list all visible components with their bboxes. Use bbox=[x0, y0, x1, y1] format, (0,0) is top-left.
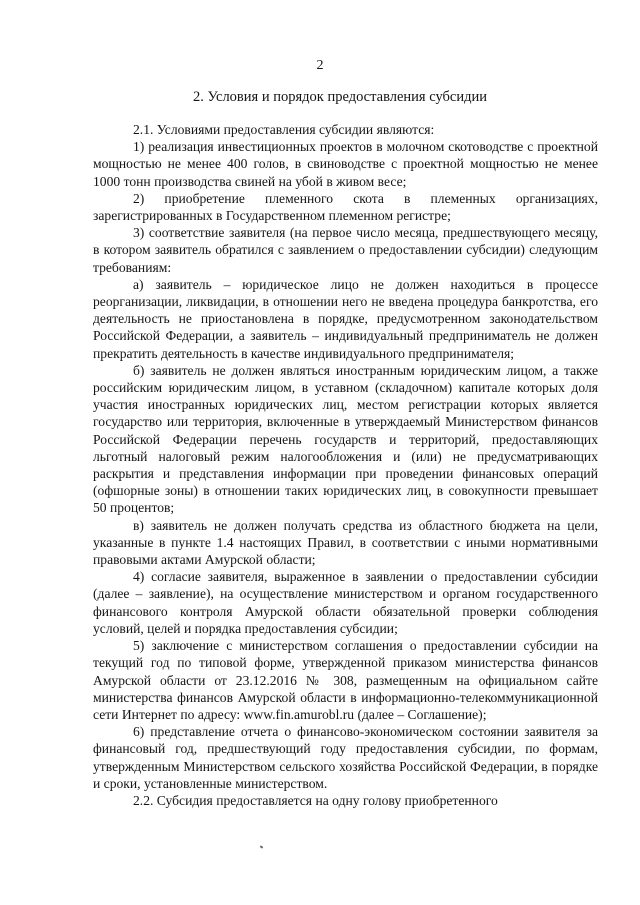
paragraph-item-1: 1) реализация инвестиционных проектов в молочном скотоводстве с проектной мощностью не менее 400 голов, в свиноводстве с проектной мощностью не менее 1000 тонн производства свиней на убой в живом весе; bbox=[93, 139, 598, 189]
paragraph-2-1: 2.1. Условиями предоставления субсидии являются: bbox=[133, 122, 435, 137]
paragraph-item-5: 5) заключение с министерством соглашения о предоставлении субсидии на текущий год по типовой форме, утвержденной приказом министерства финансов Амурской области от 23.12.2016 № 308, размещенным на официальном сайте министерства финансов Амурской области в информационно-телекоммуникационной сети Интернет по адресу: www.fin.amurobl.ru (далее – Соглашение); bbox=[93, 638, 598, 722]
paragraph-item-3: 3) соответствие заявителя (на первое число месяца, предшествующего месяцу, в котором заявитель обратился с заявлением о предоставлении субсидии) следующим требованиям: bbox=[93, 225, 598, 275]
paragraph-item-3b: б) заявитель не должен являться иностранным юридическим лицом, а также российским юридическим лицом, в уставном (складочном) капитале которых доля участия иностранных юридических лиц, местом регистрации которых является государство или территория, включенные в утверждаемый Министерством финансов Российской Федерации перечень государств и территорий, предоставляющих льготный налоговый режим налогообложения и (или) не предусматривающих раскрытия и представления информации при проведении финансовых операций (офшорные зоны) в отношении таких юридических лиц, в совокупности превышает 50 процентов; bbox=[93, 362, 598, 516]
page-number: 2 bbox=[316, 58, 324, 73]
paragraph-item-3a: а) заявитель – юридическое лицо не должен находиться в процессе реорганизации, ликвидации, в отношении него не введена процедура банкротства, его деятельность не приостановлена в порядке, предусмотренном законодательством Российской Федерации, а заявитель – индивидуальный предприниматель не должен прекратить деятельность в качестве индивидуального предпринимателя; bbox=[93, 276, 598, 361]
paragraph-item-4: 4) согласие заявителя, выраженное в заявлении о предоставлении субсидии (далее – заявление), на осуществление министерством и органом государственного финансового контроля Амурской области обязательной проверки соблюдения условий, целей и порядка предоставления субсидии; bbox=[93, 569, 598, 636]
paragraph-item-2: 2) приобретение племенного скота в племенных организациях, зарегистрированных в Государственном племенном регистре; bbox=[93, 190, 598, 224]
scan-mark bbox=[260, 845, 264, 848]
paragraph-2-2: 2.2. Субсидия предоставляется на одну голову приобретенного bbox=[133, 792, 498, 808]
body-text bbox=[93, 121, 598, 809]
paragraph-item-3v: в) заявитель не должен получать средства из областного бюджета на цели, указанные в пункте 1.4 настоящих Правил, в соответствии с иными нормативными правовыми актами Амурской области; bbox=[93, 517, 598, 568]
paragraph-item-6: 6) представление отчета о финансово-экономическом состоянии заявителя за финансовый год, предшествующий году предоставления субсидии, по формам, утвержденным Министерством сельского хозяйства Российской Федерации, в порядке и сроки, установленные министерством. bbox=[93, 724, 598, 791]
section-heading: 2. Условия и порядок предоставления субсидии bbox=[192, 89, 487, 105]
